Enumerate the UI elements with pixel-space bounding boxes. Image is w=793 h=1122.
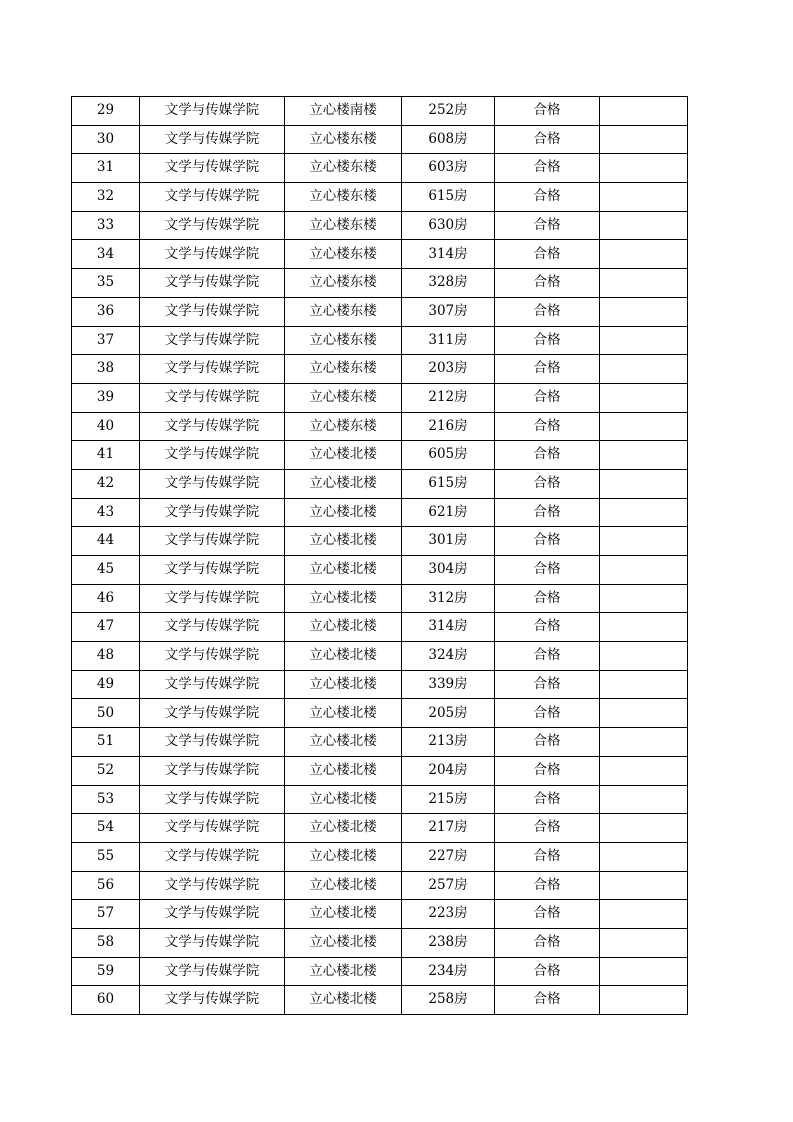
note-cell [600, 670, 688, 699]
college-cell: 文学与传媒学院 [140, 556, 285, 585]
room-cell: 621房 [402, 498, 495, 527]
note-cell [600, 441, 688, 470]
row-number-cell: 35 [72, 269, 140, 298]
row-number-cell: 41 [72, 441, 140, 470]
room-cell: 212房 [402, 383, 495, 412]
building-cell: 立心楼南楼 [285, 97, 402, 126]
row-number-cell: 38 [72, 355, 140, 384]
note-cell [600, 97, 688, 126]
college-cell: 文学与传媒学院 [140, 469, 285, 498]
table-row [72, 556, 688, 585]
room-cell: 615房 [402, 469, 495, 498]
result-cell: 合格 [495, 469, 600, 498]
row-number-cell: 54 [72, 814, 140, 843]
college-cell: 文学与传媒学院 [140, 97, 285, 126]
college-cell: 文学与传媒学院 [140, 670, 285, 699]
college-cell: 文学与传媒学院 [140, 699, 285, 728]
result-cell: 合格 [495, 756, 600, 785]
room-cell: 234房 [402, 957, 495, 986]
note-cell [600, 814, 688, 843]
result-cell: 合格 [495, 957, 600, 986]
table-row [72, 814, 688, 843]
college-cell: 文学与传媒学院 [140, 842, 285, 871]
result-cell: 合格 [495, 814, 600, 843]
table-row [72, 785, 688, 814]
table-row [72, 441, 688, 470]
table-row [72, 900, 688, 929]
building-cell: 立心楼东楼 [285, 183, 402, 212]
building-cell: 立心楼北楼 [285, 842, 402, 871]
room-cell: 314房 [402, 613, 495, 642]
row-number-cell: 58 [72, 928, 140, 957]
building-cell: 立心楼北楼 [285, 699, 402, 728]
table-row [72, 842, 688, 871]
result-cell: 合格 [495, 211, 600, 240]
college-cell: 文学与传媒学院 [140, 154, 285, 183]
room-cell: 203房 [402, 355, 495, 384]
note-cell [600, 355, 688, 384]
room-cell: 215房 [402, 785, 495, 814]
row-number-cell: 46 [72, 584, 140, 613]
college-cell: 文学与传媒学院 [140, 785, 285, 814]
college-cell: 文学与传媒学院 [140, 441, 285, 470]
room-cell: 304房 [402, 556, 495, 585]
college-cell: 文学与传媒学院 [140, 900, 285, 929]
room-cell: 252房 [402, 97, 495, 126]
building-cell: 立心楼北楼 [285, 756, 402, 785]
building-cell: 立心楼北楼 [285, 670, 402, 699]
row-number-cell: 44 [72, 527, 140, 556]
row-number-cell: 36 [72, 297, 140, 326]
note-cell [600, 269, 688, 298]
room-cell: 314房 [402, 240, 495, 269]
row-number-cell: 30 [72, 125, 140, 154]
row-number-cell: 48 [72, 642, 140, 671]
building-cell: 立心楼北楼 [285, 584, 402, 613]
result-cell: 合格 [495, 842, 600, 871]
college-cell: 文学与传媒学院 [140, 498, 285, 527]
building-cell: 立心楼东楼 [285, 355, 402, 384]
result-cell: 合格 [495, 900, 600, 929]
table-row [72, 269, 688, 298]
building-cell: 立心楼北楼 [285, 556, 402, 585]
note-cell [600, 584, 688, 613]
row-number-cell: 51 [72, 728, 140, 757]
inspection-table-body [72, 97, 688, 1015]
room-cell: 605房 [402, 441, 495, 470]
result-cell: 合格 [495, 326, 600, 355]
table-row [72, 928, 688, 957]
college-cell: 文学与传媒学院 [140, 928, 285, 957]
building-cell: 立心楼北楼 [285, 871, 402, 900]
table-row [72, 584, 688, 613]
result-cell: 合格 [495, 928, 600, 957]
row-number-cell: 37 [72, 326, 140, 355]
building-cell: 立心楼东楼 [285, 412, 402, 441]
building-cell: 立心楼北楼 [285, 900, 402, 929]
result-cell: 合格 [495, 441, 600, 470]
building-cell: 立心楼东楼 [285, 269, 402, 298]
note-cell [600, 326, 688, 355]
college-cell: 文学与传媒学院 [140, 814, 285, 843]
building-cell: 立心楼北楼 [285, 469, 402, 498]
table-row [72, 642, 688, 671]
note-cell [600, 469, 688, 498]
building-cell: 立心楼东楼 [285, 240, 402, 269]
table-row [72, 986, 688, 1015]
row-number-cell: 29 [72, 97, 140, 126]
college-cell: 文学与传媒学院 [140, 584, 285, 613]
college-cell: 文学与传媒学院 [140, 871, 285, 900]
room-cell: 227房 [402, 842, 495, 871]
room-cell: 328房 [402, 269, 495, 298]
room-cell: 258房 [402, 986, 495, 1015]
building-cell: 立心楼东楼 [285, 383, 402, 412]
room-cell: 603房 [402, 154, 495, 183]
building-cell: 立心楼北楼 [285, 785, 402, 814]
row-number-cell: 43 [72, 498, 140, 527]
row-number-cell: 49 [72, 670, 140, 699]
row-number-cell: 45 [72, 556, 140, 585]
room-cell: 311房 [402, 326, 495, 355]
building-cell: 立心楼北楼 [285, 642, 402, 671]
table-row [72, 728, 688, 757]
room-cell: 608房 [402, 125, 495, 154]
building-cell: 立心楼北楼 [285, 728, 402, 757]
note-cell [600, 642, 688, 671]
note-cell [600, 785, 688, 814]
college-cell: 文学与传媒学院 [140, 756, 285, 785]
table-row [72, 125, 688, 154]
college-cell: 文学与传媒学院 [140, 383, 285, 412]
building-cell: 立心楼北楼 [285, 814, 402, 843]
row-number-cell: 56 [72, 871, 140, 900]
result-cell: 合格 [495, 527, 600, 556]
room-cell: 339房 [402, 670, 495, 699]
room-cell: 217房 [402, 814, 495, 843]
room-cell: 213房 [402, 728, 495, 757]
row-number-cell: 55 [72, 842, 140, 871]
building-cell: 立心楼北楼 [285, 986, 402, 1015]
table-row [72, 699, 688, 728]
college-cell: 文学与传媒学院 [140, 986, 285, 1015]
table-row [72, 871, 688, 900]
room-cell: 216房 [402, 412, 495, 441]
room-cell: 615房 [402, 183, 495, 212]
note-cell [600, 527, 688, 556]
table-row [72, 957, 688, 986]
inspection-table [71, 96, 688, 1015]
result-cell: 合格 [495, 785, 600, 814]
result-cell: 合格 [495, 297, 600, 326]
table-row [72, 613, 688, 642]
result-cell: 合格 [495, 728, 600, 757]
room-cell: 630房 [402, 211, 495, 240]
table-row [72, 412, 688, 441]
row-number-cell: 34 [72, 240, 140, 269]
note-cell [600, 556, 688, 585]
result-cell: 合格 [495, 986, 600, 1015]
result-cell: 合格 [495, 613, 600, 642]
building-cell: 立心楼东楼 [285, 125, 402, 154]
result-cell: 合格 [495, 699, 600, 728]
table-row [72, 326, 688, 355]
row-number-cell: 31 [72, 154, 140, 183]
result-cell: 合格 [495, 642, 600, 671]
table-row [72, 527, 688, 556]
room-cell: 205房 [402, 699, 495, 728]
result-cell: 合格 [495, 383, 600, 412]
room-cell: 324房 [402, 642, 495, 671]
result-cell: 合格 [495, 240, 600, 269]
note-cell [600, 154, 688, 183]
room-cell: 204房 [402, 756, 495, 785]
college-cell: 文学与传媒学院 [140, 183, 285, 212]
result-cell: 合格 [495, 871, 600, 900]
note-cell [600, 842, 688, 871]
table-row [72, 183, 688, 212]
result-cell: 合格 [495, 154, 600, 183]
note-cell [600, 871, 688, 900]
college-cell: 文学与传媒学院 [140, 728, 285, 757]
building-cell: 立心楼东楼 [285, 211, 402, 240]
row-number-cell: 39 [72, 383, 140, 412]
room-cell: 257房 [402, 871, 495, 900]
row-number-cell: 50 [72, 699, 140, 728]
result-cell: 合格 [495, 412, 600, 441]
note-cell [600, 412, 688, 441]
result-cell: 合格 [495, 584, 600, 613]
table-row [72, 97, 688, 126]
college-cell: 文学与传媒学院 [140, 240, 285, 269]
result-cell: 合格 [495, 97, 600, 126]
result-cell: 合格 [495, 125, 600, 154]
table-row [72, 211, 688, 240]
note-cell [600, 183, 688, 212]
result-cell: 合格 [495, 556, 600, 585]
college-cell: 文学与传媒学院 [140, 527, 285, 556]
note-cell [600, 211, 688, 240]
row-number-cell: 57 [72, 900, 140, 929]
note-cell [600, 297, 688, 326]
college-cell: 文学与传媒学院 [140, 269, 285, 298]
room-cell: 238房 [402, 928, 495, 957]
building-cell: 立心楼北楼 [285, 957, 402, 986]
note-cell [600, 900, 688, 929]
note-cell [600, 756, 688, 785]
college-cell: 文学与传媒学院 [140, 613, 285, 642]
result-cell: 合格 [495, 269, 600, 298]
building-cell: 立心楼东楼 [285, 297, 402, 326]
table-row [72, 355, 688, 384]
note-cell [600, 986, 688, 1015]
college-cell: 文学与传媒学院 [140, 642, 285, 671]
college-cell: 文学与传媒学院 [140, 297, 285, 326]
building-cell: 立心楼北楼 [285, 928, 402, 957]
row-number-cell: 52 [72, 756, 140, 785]
note-cell [600, 383, 688, 412]
table-row [72, 469, 688, 498]
result-cell: 合格 [495, 498, 600, 527]
building-cell: 立心楼北楼 [285, 498, 402, 527]
note-cell [600, 928, 688, 957]
table-row [72, 240, 688, 269]
note-cell [600, 240, 688, 269]
table-row [72, 670, 688, 699]
table-row [72, 498, 688, 527]
college-cell: 文学与传媒学院 [140, 326, 285, 355]
building-cell: 立心楼北楼 [285, 613, 402, 642]
room-cell: 312房 [402, 584, 495, 613]
note-cell [600, 728, 688, 757]
table-row [72, 154, 688, 183]
note-cell [600, 498, 688, 527]
note-cell [600, 699, 688, 728]
note-cell [600, 957, 688, 986]
building-cell: 立心楼北楼 [285, 441, 402, 470]
result-cell: 合格 [495, 183, 600, 212]
result-cell: 合格 [495, 355, 600, 384]
note-cell [600, 125, 688, 154]
building-cell: 立心楼东楼 [285, 154, 402, 183]
college-cell: 文学与传媒学院 [140, 957, 285, 986]
row-number-cell: 33 [72, 211, 140, 240]
college-cell: 文学与传媒学院 [140, 355, 285, 384]
college-cell: 文学与传媒学院 [140, 211, 285, 240]
row-number-cell: 59 [72, 957, 140, 986]
college-cell: 文学与传媒学院 [140, 125, 285, 154]
row-number-cell: 60 [72, 986, 140, 1015]
building-cell: 立心楼东楼 [285, 326, 402, 355]
result-cell: 合格 [495, 670, 600, 699]
note-cell [600, 613, 688, 642]
building-cell: 立心楼北楼 [285, 527, 402, 556]
table-row [72, 297, 688, 326]
row-number-cell: 47 [72, 613, 140, 642]
row-number-cell: 32 [72, 183, 140, 212]
table-row [72, 756, 688, 785]
row-number-cell: 42 [72, 469, 140, 498]
room-cell: 307房 [402, 297, 495, 326]
college-cell: 文学与传媒学院 [140, 412, 285, 441]
room-cell: 223房 [402, 900, 495, 929]
row-number-cell: 40 [72, 412, 140, 441]
room-cell: 301房 [402, 527, 495, 556]
table-row [72, 383, 688, 412]
row-number-cell: 53 [72, 785, 140, 814]
